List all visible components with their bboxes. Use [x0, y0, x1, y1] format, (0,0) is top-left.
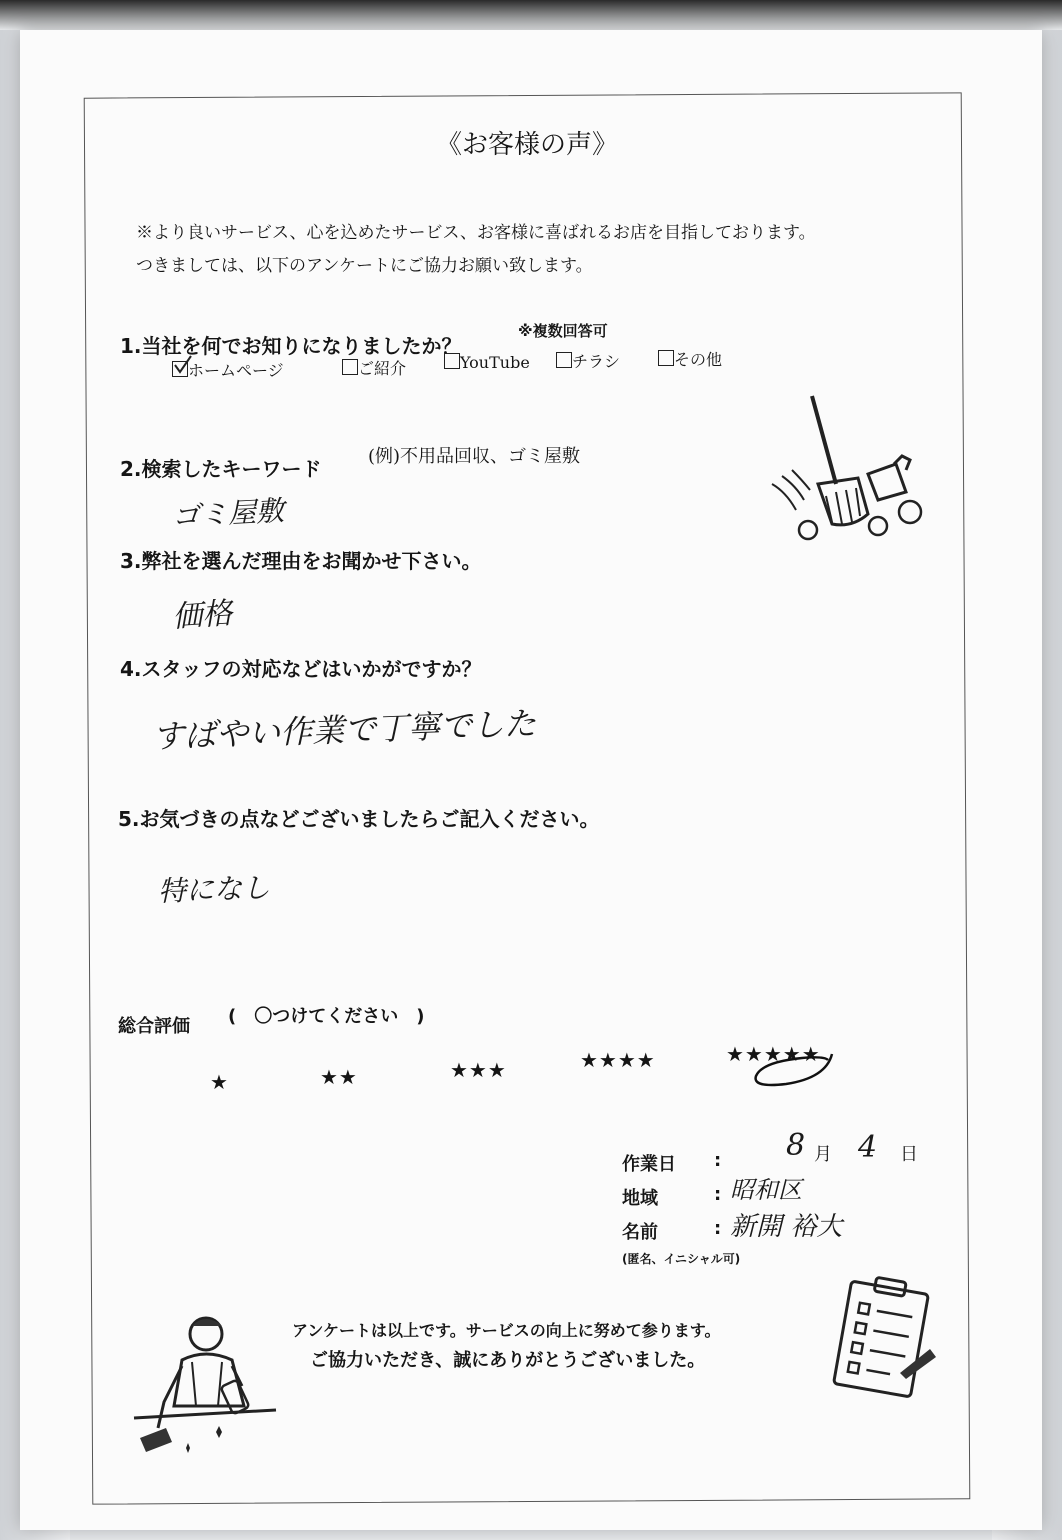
page-title: 《お客様の声》 — [436, 130, 619, 160]
dustpan-icon — [862, 452, 916, 504]
clipboard-checklist-icon — [830, 1275, 940, 1400]
option-label: YouTube — [460, 353, 530, 372]
question-1: 1.当社を何でお知りになりましたか？ — [120, 334, 462, 358]
question-2-example: (例)不用品回収、ゴミ屋敷 — [368, 446, 581, 467]
rating-label: 総合評価 — [118, 1016, 190, 1037]
rating-selection-circle — [746, 1046, 842, 1094]
question-5: 5.お気づきの点などございましたらご記入ください。 — [118, 807, 600, 831]
day-unit: 日 — [900, 1144, 918, 1165]
answer-3: 価格 — [171, 595, 234, 636]
answer-4: すばやい作業で丁寧でした — [151, 704, 537, 756]
intro-line-1: ※より良いサービス、心を込めたサービス、お客様に喜ばれるお店を目指しております。 — [136, 223, 816, 243]
rating-option-1[interactable]: ★ — [210, 1070, 229, 1094]
option-homepage[interactable] — [172, 358, 284, 381]
option-label: その他 — [674, 350, 723, 369]
intro-line-2: つきましては、以下のアンケートにご協力お願い致します。 — [136, 256, 593, 276]
option-youtube[interactable] — [444, 353, 530, 372]
rating-option-3[interactable]: ★★★ — [450, 1058, 507, 1082]
option-flyer[interactable] — [556, 349, 620, 372]
region-sep: : — [714, 1184, 722, 1205]
rating-option-5[interactable]: ★★★★★ — [726, 1042, 821, 1066]
rating-option-2[interactable]: ★★ — [320, 1065, 358, 1089]
question-2: 2.検索したキーワード — [120, 457, 322, 481]
name-label: 名前 — [622, 1222, 658, 1243]
checkbox-icon[interactable] — [342, 359, 358, 375]
option-label: チラシ — [572, 352, 621, 371]
checkbox-checked-icon[interactable] — [172, 361, 188, 377]
checkbox-icon[interactable] — [444, 353, 460, 369]
cleaning-worker-illustration — [130, 1310, 280, 1460]
question-3: 3.弊社を選んだ理由をお聞かせ下さい。 — [120, 549, 482, 573]
work-date-month: 8 — [786, 1128, 806, 1163]
answer-5: 特になし — [157, 871, 271, 908]
option-label: ご紹介 — [358, 359, 407, 378]
rating-instruction: ( 〇つけてください ) — [228, 1006, 425, 1027]
work-date-label: 作業日 — [622, 1154, 676, 1175]
checkbox-icon[interactable] — [556, 352, 572, 368]
work-date-sep: : — [714, 1150, 722, 1171]
month-unit: 月 — [814, 1144, 832, 1165]
option-label: ホームページ — [188, 361, 284, 380]
rating-option-4[interactable]: ★★★★ — [580, 1048, 656, 1072]
name-value: 新開 裕大 — [730, 1212, 843, 1242]
option-referral[interactable] — [342, 356, 406, 379]
closing-line-2: ご協力いただき、誠にありがとうございました。 — [310, 1350, 706, 1371]
answer-2: ゴミ屋敷 — [171, 494, 285, 533]
option-other[interactable] — [658, 347, 722, 370]
name-sep: : — [714, 1218, 722, 1239]
region-value: 昭和区 — [730, 1176, 802, 1204]
question-4: 4.スタッフの対応などはいかがですか？ — [120, 657, 482, 681]
name-note: (匿名、イニシャル可) — [622, 1252, 741, 1266]
top-shadow — [0, 0, 1062, 30]
closing-line-1: アンケートは以上です。サービスの向上に努めて参ります。 — [292, 1321, 721, 1340]
region-label: 地域 — [622, 1188, 658, 1209]
checkbox-icon[interactable] — [658, 350, 674, 366]
work-date-day: 4 — [858, 1130, 878, 1165]
question-1-note: ※複数回答可 — [518, 322, 608, 340]
